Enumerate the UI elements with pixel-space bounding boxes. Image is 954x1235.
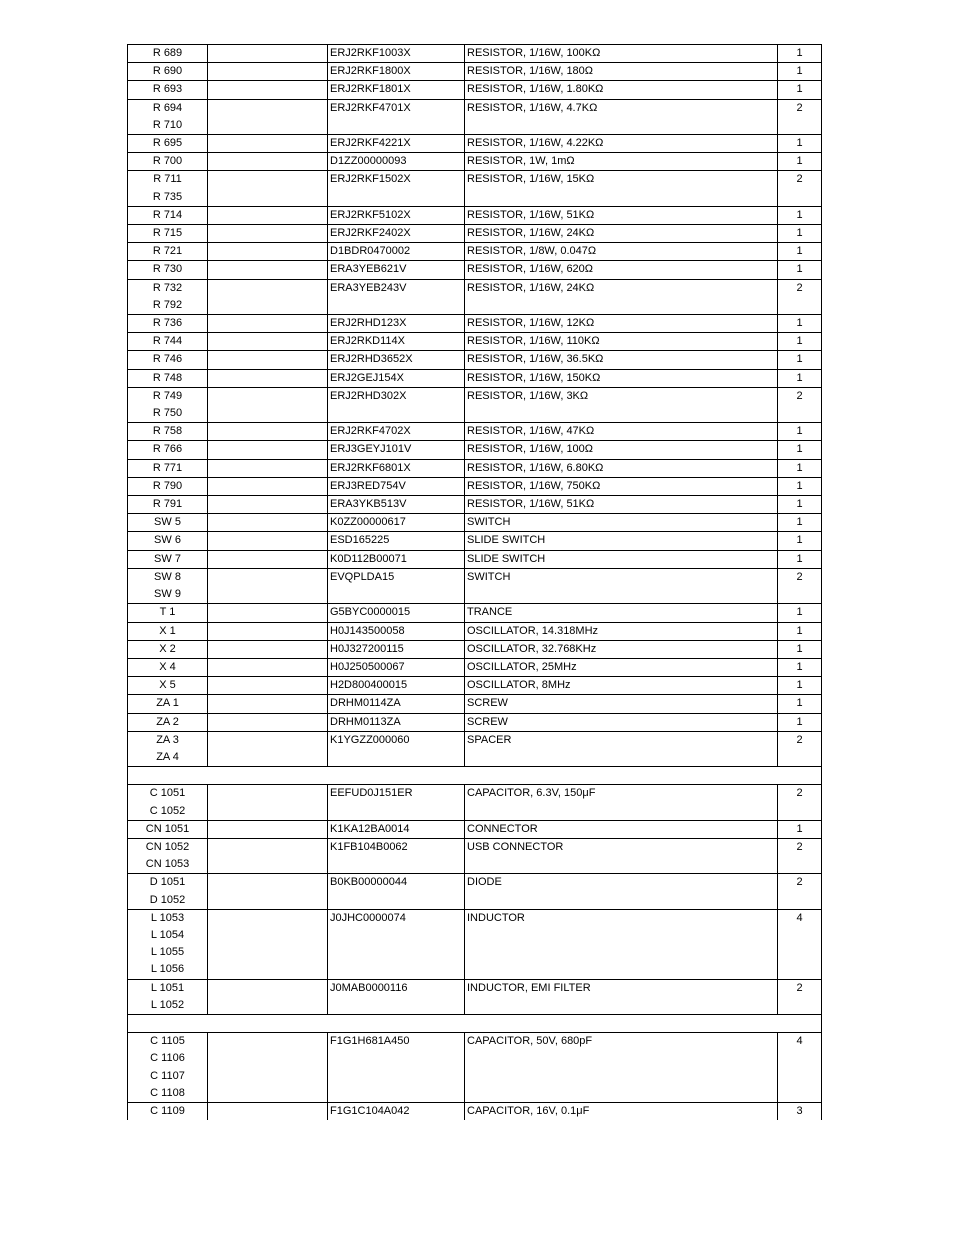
reference-designator: C 1107 — [128, 1068, 208, 1085]
part-number: ERJ3GEYJ101V — [328, 441, 465, 459]
part-number: ERA3YEB243V — [328, 279, 465, 314]
blank-column-cell — [208, 604, 328, 622]
reference-designator: R 758 — [128, 423, 208, 441]
quantity: 1 — [778, 153, 822, 171]
section-spacer-row — [128, 767, 822, 785]
blank-column-cell — [208, 713, 328, 731]
reference-designator: R 690 — [128, 63, 208, 81]
blank-column-cell — [208, 731, 328, 766]
reference-designator: R 714 — [128, 206, 208, 224]
part-description: RESISTOR, 1/16W, 24KΩ — [465, 279, 778, 314]
part-description: RESISTOR, 1/16W, 51KΩ — [465, 206, 778, 224]
reference-designator: CN 1052 — [128, 838, 208, 856]
reference-designator: R 695 — [128, 135, 208, 153]
reference-designator: CN 1051 — [128, 820, 208, 838]
part-description: DIODE — [465, 874, 778, 909]
reference-designator: R 736 — [128, 315, 208, 333]
blank-column-cell — [208, 622, 328, 640]
reference-designator: R 749 — [128, 387, 208, 405]
reference-designator: L 1056 — [128, 961, 208, 979]
table-row — [128, 532, 822, 550]
quantity: 2 — [778, 838, 822, 873]
reference-designator: R 771 — [128, 459, 208, 477]
blank-column-cell — [208, 677, 328, 695]
table-row — [128, 171, 822, 189]
part-description: RESISTOR, 1/16W, 4.22KΩ — [465, 135, 778, 153]
reference-designator: C 1109 — [128, 1102, 208, 1120]
reference-designator: SW 9 — [128, 586, 208, 604]
table-row — [128, 550, 822, 568]
blank-column-cell — [208, 45, 328, 63]
reference-designator: ZA 3 — [128, 731, 208, 749]
part-number: J0JHC0000074 — [328, 909, 465, 979]
part-number: DRHM0114ZA — [328, 695, 465, 713]
part-number: ERJ2RKF1800X — [328, 63, 465, 81]
reference-designator: SW 6 — [128, 532, 208, 550]
part-description: RESISTOR, 1/16W, 51KΩ — [465, 496, 778, 514]
part-description: INDUCTOR — [465, 909, 778, 979]
blank-column-cell — [208, 206, 328, 224]
quantity: 2 — [778, 731, 822, 766]
part-description: USB CONNECTOR — [465, 838, 778, 873]
table-row — [128, 81, 822, 99]
part-number: ERJ2RKF6801X — [328, 459, 465, 477]
table-row — [128, 279, 822, 297]
blank-column-cell — [208, 658, 328, 676]
blank-column-cell — [208, 369, 328, 387]
quantity: 1 — [778, 677, 822, 695]
part-number: ERJ2RKF4701X — [328, 99, 465, 134]
reference-designator: R 732 — [128, 279, 208, 297]
part-description: RESISTOR, 1/16W, 100KΩ — [465, 45, 778, 63]
blank-column-cell — [208, 351, 328, 369]
table-row — [128, 731, 822, 749]
reference-designator: R 689 — [128, 45, 208, 63]
part-description: CONNECTOR — [465, 820, 778, 838]
reference-designator: R 694 — [128, 99, 208, 117]
blank-column-cell — [208, 496, 328, 514]
part-description: RESISTOR, 1/16W, 24KΩ — [465, 225, 778, 243]
part-description: RESISTOR, 1/16W, 12KΩ — [465, 315, 778, 333]
blank-column-cell — [208, 225, 328, 243]
reference-designator: R 735 — [128, 189, 208, 207]
part-description: OSCILLATOR, 8MHz — [465, 677, 778, 695]
blank-column-cell — [208, 279, 328, 314]
part-number: K0ZZ00000617 — [328, 514, 465, 532]
part-description: RESISTOR, 1/16W, 150KΩ — [465, 369, 778, 387]
part-description: RESISTOR, 1/16W, 620Ω — [465, 261, 778, 279]
table-row — [128, 153, 822, 171]
quantity: 1 — [778, 640, 822, 658]
reference-designator: SW 8 — [128, 568, 208, 586]
part-description: RESISTOR, 1/16W, 110KΩ — [465, 333, 778, 351]
reference-designator: C 1052 — [128, 803, 208, 821]
blank-column-cell — [208, 1033, 328, 1103]
table-row — [128, 568, 822, 586]
quantity: 2 — [778, 279, 822, 314]
spacer-cell — [328, 1014, 465, 1032]
blank-column-cell — [208, 459, 328, 477]
part-description: SPACER — [465, 731, 778, 766]
table-row — [128, 640, 822, 658]
reference-designator: L 1052 — [128, 997, 208, 1015]
blank-column-cell — [208, 477, 328, 495]
reference-designator: X 5 — [128, 677, 208, 695]
table-row — [128, 45, 822, 63]
spacer-cell — [328, 767, 465, 785]
blank-column-cell — [208, 243, 328, 261]
table-row — [128, 785, 822, 803]
blank-column-cell — [208, 550, 328, 568]
part-number: ERA3YKB513V — [328, 496, 465, 514]
part-description: SLIDE SWITCH — [465, 532, 778, 550]
spacer-cell — [465, 767, 778, 785]
reference-designator: C 1108 — [128, 1085, 208, 1103]
part-number: ERJ2GEJ154X — [328, 369, 465, 387]
reference-designator: L 1054 — [128, 927, 208, 944]
reference-designator: R 700 — [128, 153, 208, 171]
part-number: F1G1H681A450 — [328, 1033, 465, 1103]
reference-designator: R 746 — [128, 351, 208, 369]
quantity: 2 — [778, 171, 822, 206]
part-description: RESISTOR, 1W, 1mΩ — [465, 153, 778, 171]
part-number: F1G1C104A042 — [328, 1102, 465, 1120]
table-row — [128, 604, 822, 622]
spacer-cell — [778, 1014, 822, 1032]
table-row — [128, 206, 822, 224]
reference-designator: ZA 4 — [128, 749, 208, 767]
reference-designator: ZA 1 — [128, 695, 208, 713]
part-description: OSCILLATOR, 32.768KHz — [465, 640, 778, 658]
part-number: D1ZZ00000093 — [328, 153, 465, 171]
reference-designator: D 1052 — [128, 892, 208, 910]
quantity: 4 — [778, 909, 822, 979]
table-row — [128, 459, 822, 477]
quantity: 1 — [778, 658, 822, 676]
part-number: EEFUD0J151ER — [328, 785, 465, 820]
reference-designator: L 1051 — [128, 979, 208, 997]
part-number: K1KA12BA0014 — [328, 820, 465, 838]
part-description: INDUCTOR, EMI FILTER — [465, 979, 778, 1014]
table-row — [128, 225, 822, 243]
reference-designator: R 792 — [128, 297, 208, 315]
quantity: 1 — [778, 63, 822, 81]
quantity: 1 — [778, 261, 822, 279]
blank-column-cell — [208, 820, 328, 838]
table-row — [128, 514, 822, 532]
quantity: 1 — [778, 604, 822, 622]
blank-column-cell — [208, 1102, 328, 1120]
quantity: 1 — [778, 333, 822, 351]
table-row — [128, 369, 822, 387]
table-row — [128, 496, 822, 514]
blank-column-cell — [208, 640, 328, 658]
quantity: 1 — [778, 351, 822, 369]
quantity: 1 — [778, 496, 822, 514]
reference-designator: R 715 — [128, 225, 208, 243]
table-row — [128, 838, 822, 856]
parts-list-table — [127, 44, 822, 1120]
part-number: ERJ2RKF5102X — [328, 206, 465, 224]
part-description: SCREW — [465, 695, 778, 713]
part-number: ERJ2RKF2402X — [328, 225, 465, 243]
blank-column-cell — [208, 135, 328, 153]
blank-column-cell — [208, 99, 328, 134]
quantity: 3 — [778, 1102, 822, 1120]
part-number: DRHM0113ZA — [328, 713, 465, 731]
table-row — [128, 713, 822, 731]
part-number: K0D112B00071 — [328, 550, 465, 568]
blank-column-cell — [208, 568, 328, 603]
part-number: ERJ3RED754V — [328, 477, 465, 495]
quantity: 1 — [778, 206, 822, 224]
blank-column-cell — [208, 261, 328, 279]
part-description: OSCILLATOR, 14.318MHz — [465, 622, 778, 640]
part-description: RESISTOR, 1/16W, 3KΩ — [465, 387, 778, 422]
reference-designator: L 1053 — [128, 909, 208, 927]
blank-column-cell — [208, 81, 328, 99]
part-number: ERJ2RHD123X — [328, 315, 465, 333]
spacer-cell — [465, 1014, 778, 1032]
quantity: 1 — [778, 243, 822, 261]
blank-column-cell — [208, 315, 328, 333]
blank-column-cell — [208, 514, 328, 532]
part-number: ERJ2RKF4702X — [328, 423, 465, 441]
part-number: D1BDR0470002 — [328, 243, 465, 261]
part-description: RESISTOR, 1/16W, 47KΩ — [465, 423, 778, 441]
part-number: K1YGZZ000060 — [328, 731, 465, 766]
part-number: ERJ2RKF4221X — [328, 135, 465, 153]
reference-designator: R 791 — [128, 496, 208, 514]
blank-column-cell — [208, 909, 328, 979]
reference-designator: R 744 — [128, 333, 208, 351]
part-description: RESISTOR, 1/8W, 0.047Ω — [465, 243, 778, 261]
quantity: 1 — [778, 135, 822, 153]
part-number: G5BYC0000015 — [328, 604, 465, 622]
blank-column-cell — [208, 387, 328, 422]
quantity: 2 — [778, 785, 822, 820]
table-row — [128, 351, 822, 369]
parts-list-body — [128, 45, 822, 1121]
quantity: 1 — [778, 459, 822, 477]
reference-designator: X 1 — [128, 622, 208, 640]
table-row — [128, 423, 822, 441]
part-number: H0J143500058 — [328, 622, 465, 640]
quantity: 1 — [778, 225, 822, 243]
part-description: SWITCH — [465, 514, 778, 532]
table-row — [128, 477, 822, 495]
spacer-cell — [778, 767, 822, 785]
part-description: CAPACITOR, 16V, 0.1μF — [465, 1102, 778, 1120]
table-row — [128, 979, 822, 997]
spacer-cell — [128, 767, 208, 785]
reference-designator: R 730 — [128, 261, 208, 279]
blank-column-cell — [208, 838, 328, 873]
table-row — [128, 677, 822, 695]
reference-designator: C 1106 — [128, 1050, 208, 1067]
part-description: RESISTOR, 1/16W, 1.80KΩ — [465, 81, 778, 99]
reference-designator: SW 5 — [128, 514, 208, 532]
part-description: RESISTOR, 1/16W, 6.80KΩ — [465, 459, 778, 477]
reference-designator: L 1055 — [128, 944, 208, 961]
part-number: ERA3YEB621V — [328, 261, 465, 279]
part-number: ERJ2RKF1801X — [328, 81, 465, 99]
quantity: 1 — [778, 532, 822, 550]
table-row — [128, 658, 822, 676]
part-number: H0J250500067 — [328, 658, 465, 676]
reference-designator: CN 1053 — [128, 856, 208, 874]
part-number: K1FB104B0062 — [328, 838, 465, 873]
reference-designator: C 1105 — [128, 1033, 208, 1051]
table-row — [128, 243, 822, 261]
quantity: 1 — [778, 81, 822, 99]
quantity: 1 — [778, 477, 822, 495]
quantity: 1 — [778, 315, 822, 333]
part-description: CAPACITOR, 6.3V, 150μF — [465, 785, 778, 820]
part-number: B0KB00000044 — [328, 874, 465, 909]
part-number: J0MAB0000116 — [328, 979, 465, 1014]
table-row — [128, 695, 822, 713]
blank-column-cell — [208, 532, 328, 550]
reference-designator: R 721 — [128, 243, 208, 261]
reference-designator: D 1051 — [128, 874, 208, 892]
reference-designator: SW 7 — [128, 550, 208, 568]
table-row — [128, 622, 822, 640]
part-description: CAPACITOR, 50V, 680pF — [465, 1033, 778, 1103]
part-number: ERJ2RKF1003X — [328, 45, 465, 63]
section-spacer-row — [128, 1014, 822, 1032]
table-row — [128, 99, 822, 117]
reference-designator: T 1 — [128, 604, 208, 622]
quantity: 1 — [778, 622, 822, 640]
quantity: 1 — [778, 423, 822, 441]
part-description: RESISTOR, 1/16W, 100Ω — [465, 441, 778, 459]
reference-designator: X 4 — [128, 658, 208, 676]
quantity: 1 — [778, 713, 822, 731]
quantity: 2 — [778, 387, 822, 422]
part-number: H0J327200115 — [328, 640, 465, 658]
table-row — [128, 1102, 822, 1120]
table-row — [128, 333, 822, 351]
part-description: TRANCE — [465, 604, 778, 622]
blank-column-cell — [208, 171, 328, 206]
table-row — [128, 135, 822, 153]
part-number: ERJ2RHD3652X — [328, 351, 465, 369]
reference-designator: X 2 — [128, 640, 208, 658]
part-description: OSCILLATOR, 25MHz — [465, 658, 778, 676]
quantity: 2 — [778, 99, 822, 134]
quantity: 1 — [778, 369, 822, 387]
spacer-cell — [128, 1014, 208, 1032]
table-row — [128, 441, 822, 459]
part-description: RESISTOR, 1/16W, 4.7KΩ — [465, 99, 778, 134]
quantity: 1 — [778, 45, 822, 63]
spacer-cell — [208, 1014, 328, 1032]
part-number: ESD165225 — [328, 532, 465, 550]
table-row — [128, 261, 822, 279]
table-row — [128, 315, 822, 333]
part-description: SLIDE SWITCH — [465, 550, 778, 568]
blank-column-cell — [208, 333, 328, 351]
part-number: ERJ2RKF1502X — [328, 171, 465, 206]
table-row — [128, 63, 822, 81]
quantity: 2 — [778, 979, 822, 1014]
part-description: RESISTOR, 1/16W, 36.5KΩ — [465, 351, 778, 369]
quantity: 1 — [778, 550, 822, 568]
reference-designator: R 711 — [128, 171, 208, 189]
part-description: SWITCH — [465, 568, 778, 603]
part-number: ERJ2RKD114X — [328, 333, 465, 351]
table-row — [128, 1033, 822, 1051]
spacer-cell — [208, 767, 328, 785]
quantity: 1 — [778, 820, 822, 838]
table-row — [128, 387, 822, 405]
part-number: EVQPLDA15 — [328, 568, 465, 603]
reference-designator: C 1051 — [128, 785, 208, 803]
part-description: RESISTOR, 1/16W, 750KΩ — [465, 477, 778, 495]
quantity: 1 — [778, 441, 822, 459]
quantity: 2 — [778, 568, 822, 603]
reference-designator: R 710 — [128, 117, 208, 135]
quantity: 2 — [778, 874, 822, 909]
blank-column-cell — [208, 785, 328, 820]
quantity: 1 — [778, 695, 822, 713]
blank-column-cell — [208, 441, 328, 459]
reference-designator: R 748 — [128, 369, 208, 387]
reference-designator: R 693 — [128, 81, 208, 99]
quantity: 1 — [778, 514, 822, 532]
blank-column-cell — [208, 153, 328, 171]
part-number: ERJ2RHD302X — [328, 387, 465, 422]
table-row — [128, 909, 822, 927]
part-description: RESISTOR, 1/16W, 180Ω — [465, 63, 778, 81]
blank-column-cell — [208, 695, 328, 713]
table-row — [128, 874, 822, 892]
reference-designator: R 766 — [128, 441, 208, 459]
reference-designator: R 750 — [128, 405, 208, 423]
blank-column-cell — [208, 423, 328, 441]
reference-designator: R 790 — [128, 477, 208, 495]
part-description: RESISTOR, 1/16W, 15KΩ — [465, 171, 778, 206]
part-number: H2D800400015 — [328, 677, 465, 695]
part-description: SCREW — [465, 713, 778, 731]
blank-column-cell — [208, 63, 328, 81]
blank-column-cell — [208, 979, 328, 1014]
quantity: 4 — [778, 1033, 822, 1103]
blank-column-cell — [208, 874, 328, 909]
table-row — [128, 820, 822, 838]
reference-designator: ZA 2 — [128, 713, 208, 731]
